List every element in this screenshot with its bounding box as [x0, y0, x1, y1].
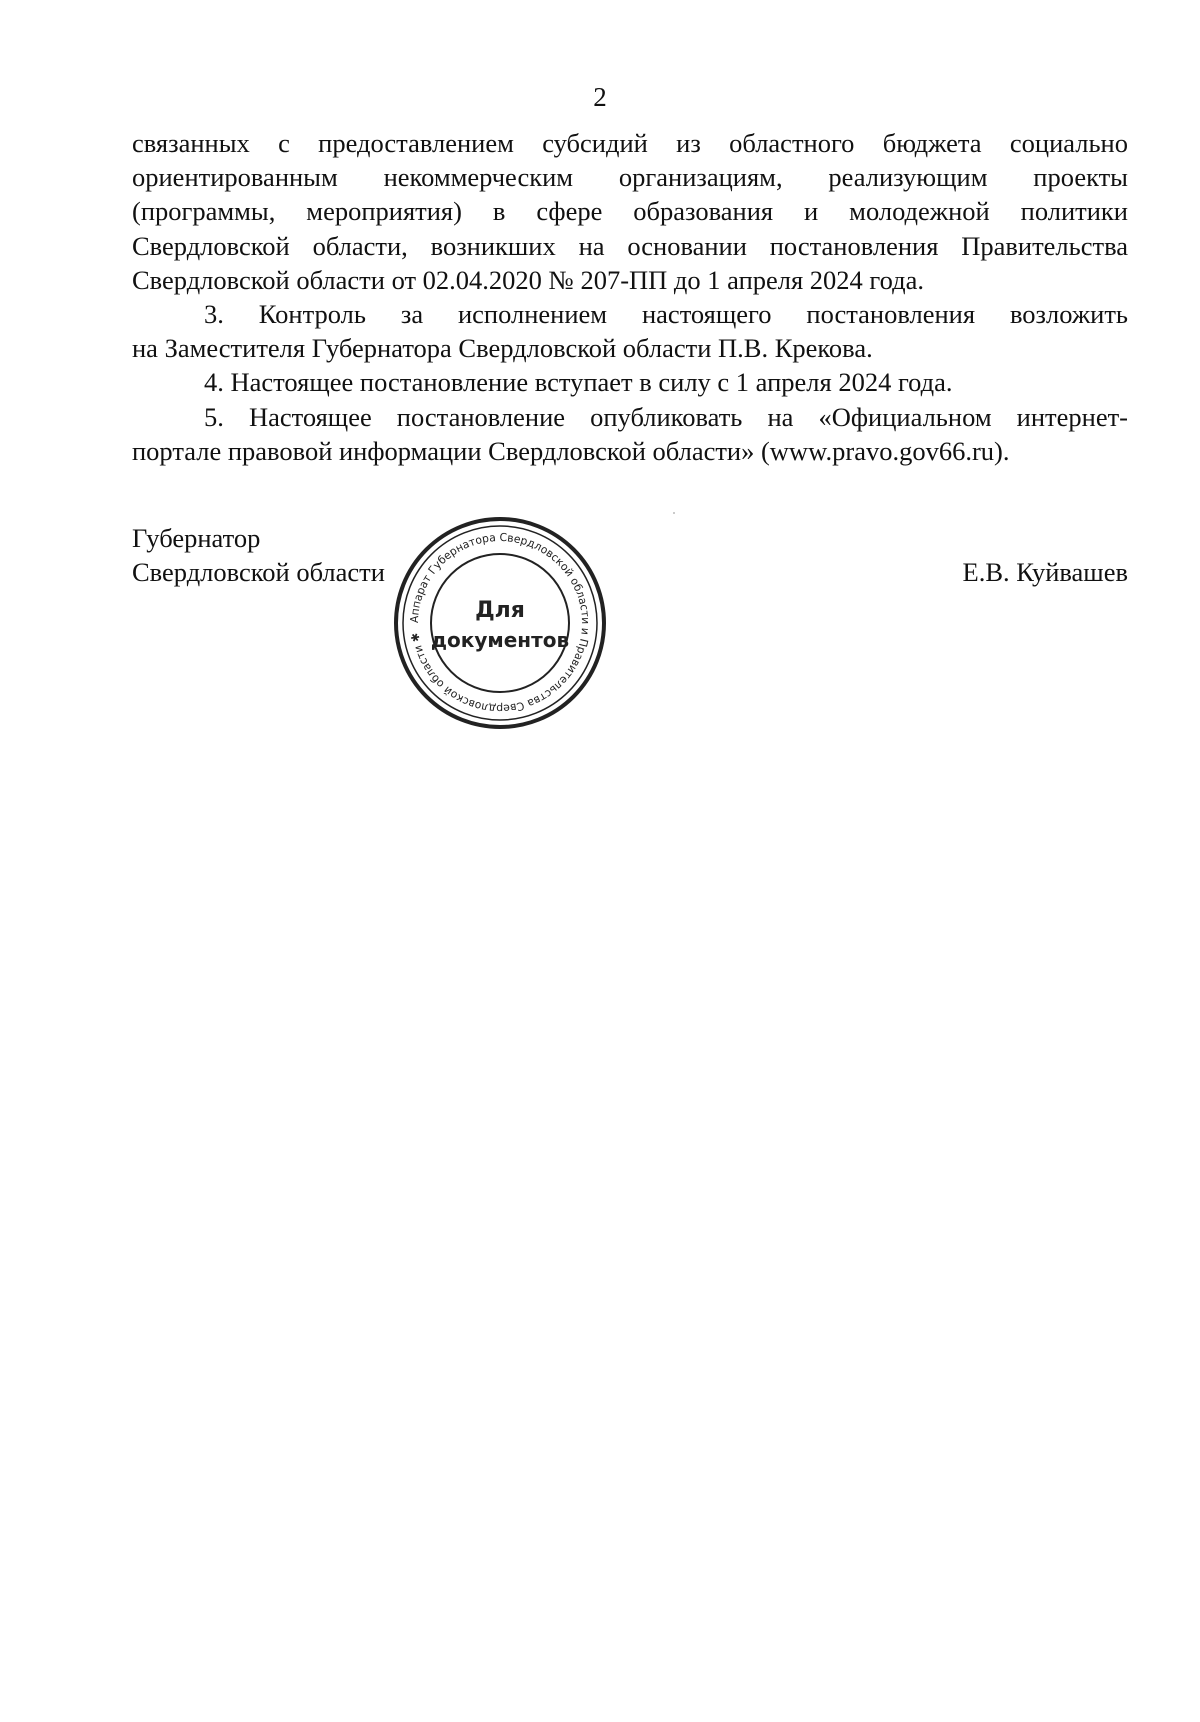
text-line: Свердловской области, возникших на основании постановления Правительства — [132, 230, 1128, 261]
seal-ring-text: Аппарат Губернатора Свердловской области и Правительства Свердловской области ✱ — [407, 530, 593, 716]
seal-graphic — [390, 513, 610, 733]
continuation-paragraph-line — [132, 194, 1128, 228]
item-3 — [132, 297, 1128, 331]
seal-center-line-1: Для — [475, 598, 525, 623]
text-line: Свердловской области от 02.04.2020 № 207-ПП до 1 апреля 2024 года. — [132, 264, 924, 295]
official-seal — [390, 513, 610, 733]
item-5-line-2: портале правовой информации Свердловской области» (www.pravo.gov66.ru). — [132, 435, 1010, 466]
text-line: ориентированным некоммерческим организациям, реализующим проекты — [132, 162, 1128, 193]
seal-center-line-2: документов — [430, 628, 570, 652]
scan-speck — [673, 512, 675, 514]
item-3-continued — [132, 331, 1128, 365]
continuation-paragraph-line — [132, 229, 1128, 263]
item-5-continued — [132, 434, 1128, 468]
signatory-title-line-2: Свердловской области — [132, 557, 385, 587]
document-body — [132, 126, 1128, 468]
signatory-name: Е.В. Куйвашев — [962, 557, 1128, 587]
item-5 — [132, 400, 1128, 434]
item-3-line-1: 3. Контроль за исполнением настоящего постановления возложить — [204, 299, 1128, 330]
continuation-paragraph — [132, 126, 1128, 160]
continuation-paragraph-last-line — [132, 263, 1128, 297]
signatory-title — [132, 521, 385, 589]
item-4 — [132, 365, 1128, 399]
continuation-paragraph-line — [132, 160, 1128, 194]
text-line: (программы, мероприятия) в сфере образования и молодежной политики — [132, 196, 1128, 227]
item-4-text: 4. Настоящее постановление вступает в силу с 1 апреля 2024 года. — [204, 367, 953, 398]
item-5-line-1: 5. Настоящее постановление опубликовать на «Официальном интернет- — [204, 401, 1128, 432]
text-line: связанных с предоставлением субсидий из областного бюджета социально — [132, 128, 1128, 158]
signatory-title-line-1: Губернатор — [132, 523, 261, 553]
item-3-line-2: на Заместителя Губернатора Свердловской области П.В. Крекова. — [132, 333, 873, 364]
page-number: 2 — [593, 82, 607, 112]
